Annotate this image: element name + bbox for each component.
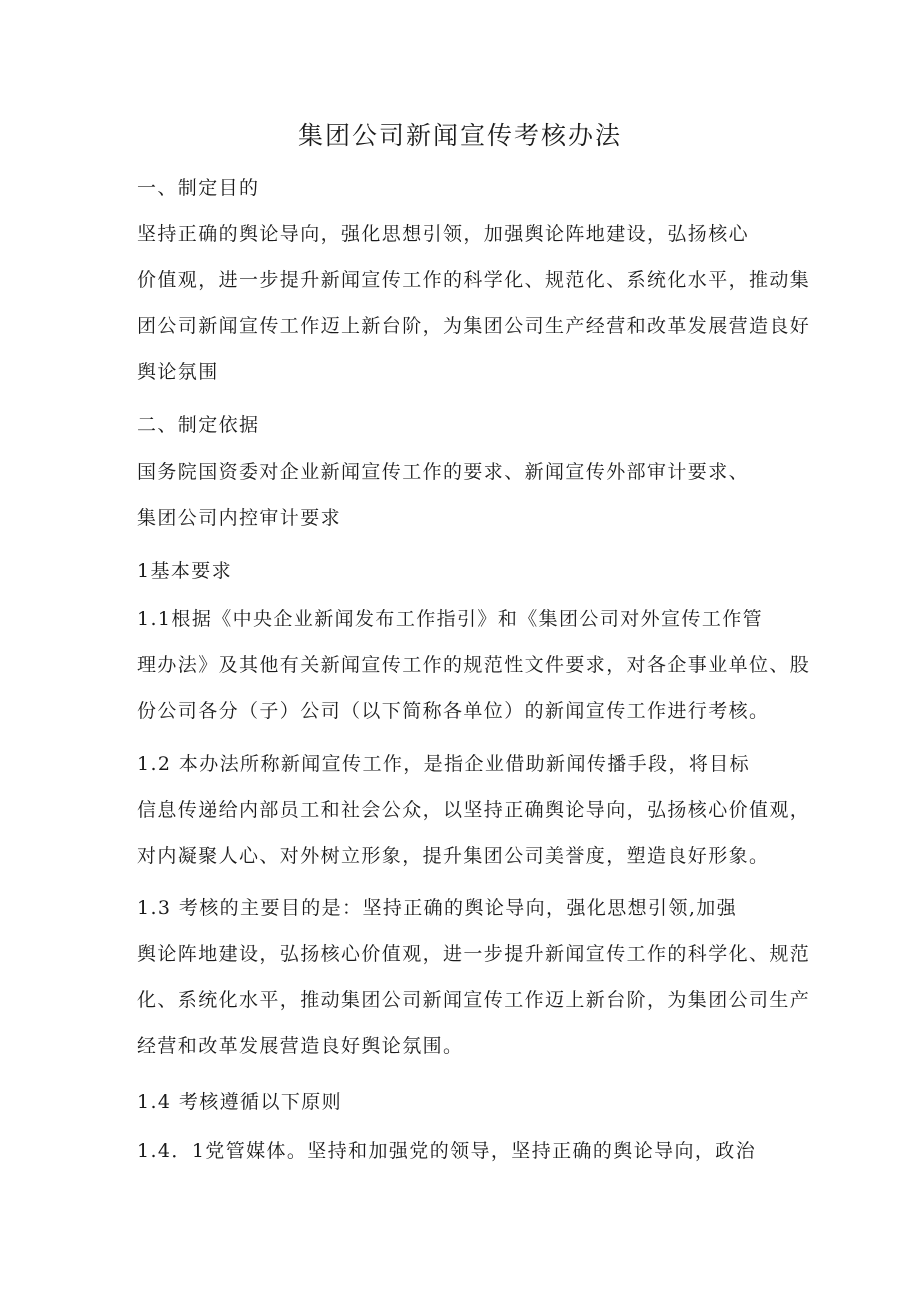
text-line: 舆论氛围 bbox=[137, 361, 219, 383]
text-line: 团公司新闻宣传工作迈上新台阶，为集团公司生产经营和改革发展营造良好 bbox=[137, 315, 811, 337]
text-line: 份公司各分（子）公司（以下简称各单位）的新闻宣传工作进行考核。 bbox=[137, 700, 770, 722]
text-line: 国务院国资委对企业新闻宣传工作的要求、新闻宣传外部审计要求、 bbox=[137, 461, 750, 483]
paragraph-1-3 bbox=[137, 885, 811, 1069]
text-line: 1.1根据《中央企业新闻发布工作指引》和《集团公司对外宣传工作管 bbox=[137, 608, 764, 630]
text-line: 集团公司内控审计要求 bbox=[137, 507, 342, 529]
text-line: 二、制定依据 bbox=[137, 414, 260, 436]
text-line: 对内凝聚人心、对外树立形象，提升集团公司美誉度，塑造良好形象。 bbox=[137, 845, 770, 867]
text-line: 理办法》及其他有关新闻宣传工作的规范性文件要求，对各企事业单位、股 bbox=[137, 654, 811, 676]
text-line: 舆论阵地建设，弘扬核心价值观，进一步提升新闻宣传工作的科学化、规范 bbox=[137, 943, 811, 965]
text-line: 一、制定目的 bbox=[137, 177, 260, 199]
section-heading-purpose bbox=[137, 165, 797, 211]
text-line: 1.3 考核的主要目的是：坚持正确的舆论导向，强化思想引领,加强 bbox=[137, 897, 738, 919]
paragraph-1-4-1 bbox=[137, 1128, 797, 1174]
text-line: 化、系统化水平，推动集团公司新闻宣传工作迈上新台阶，为集团公司生产 bbox=[137, 989, 811, 1011]
text-line: 价值观，进一步提升新闻宣传工作的科学化、规范化、系统化水平，推动集 bbox=[137, 269, 811, 291]
paragraph-1-2 bbox=[137, 741, 811, 879]
text-line: 经营和改革发展营造良好舆论氛围。 bbox=[137, 1035, 464, 1057]
section-heading-basis bbox=[137, 402, 797, 448]
text-line: 信息传递给内部员工和社会公众，以坚持正确舆论导向，弘扬核心价值观， bbox=[137, 799, 811, 821]
paragraph-1-4 bbox=[137, 1079, 797, 1125]
paragraph-1-1 bbox=[137, 596, 811, 734]
text-line: 坚持正确的舆论导向，强化思想引领，加强舆论阵地建设，弘扬核心 bbox=[137, 223, 750, 245]
text-line: 1.4．1党管媒体。坚持和加强党的领导，坚持正确的舆论导向，政治 bbox=[137, 1140, 757, 1162]
paragraph-purpose bbox=[137, 211, 811, 395]
section-heading-basic-requirements bbox=[137, 548, 797, 594]
paragraph-basis bbox=[137, 449, 797, 541]
text-line: 1.4 考核遵循以下原则 bbox=[137, 1091, 343, 1113]
text-line: 1基本要求 bbox=[137, 560, 233, 582]
text-line: 1.2 本办法所称新闻宣传工作，是指企业借助新闻传播手段，将目标 bbox=[137, 753, 751, 775]
document-title: 集团公司新闻宣传考核办法 bbox=[297, 121, 622, 150]
